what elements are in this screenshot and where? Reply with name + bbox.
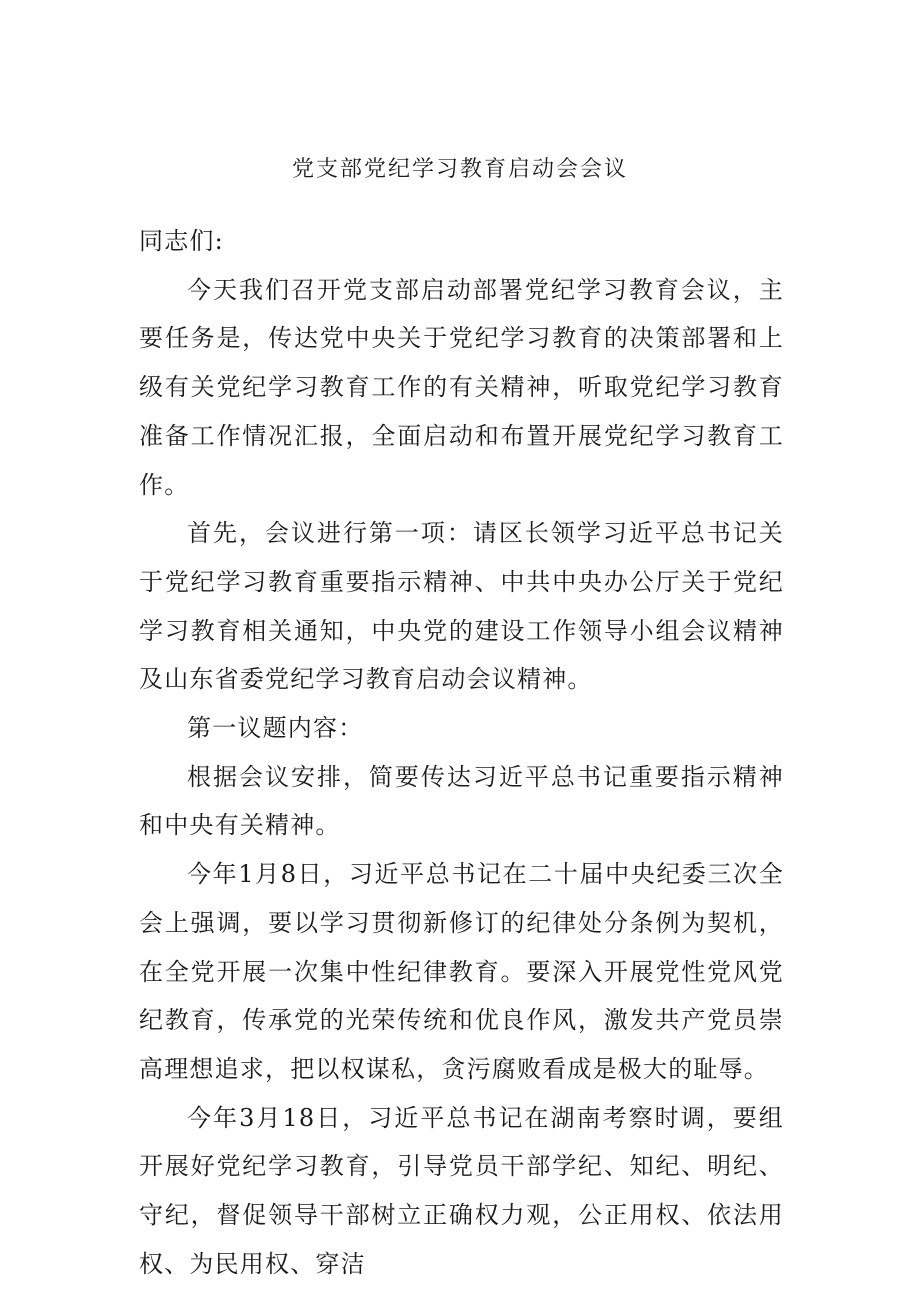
document-title: 党支部党纪学习教育启动会会议 — [291, 157, 628, 182]
paragraph: 今天我们召开党支部启动部署党纪学习教育会议，主要任务是，传达党中央关于党纪学习教育的决策部署和上级有关党纪学习教育工作的有关精神，听取党纪学习教育准备工作情况汇报，全面启动和布置开展党纪学习教育工作。 — [139, 275, 784, 499]
salutation: 同志们: — [139, 227, 224, 255]
paragraph: 根据会议安排，简要传达习近平总书记重要指示精神和中央有关精神。 — [139, 762, 784, 840]
paragraph: 今年3月18日，习近平总书记在湖南考察时调，要组开展好党纪学习教育，引导党员干部学纪、知纪、明纪、守纪，督促领导干部树立正确权力观，公正用权、依法用权、为民用权、穿洁 — [139, 1103, 784, 1278]
paragraph: 第一议题内容： — [187, 714, 364, 743]
document-body — [139, 217, 784, 1288]
paragraph: 今年1月8日，习近平总书记在二十届中央纪委三次全会上强调，要以学习贯彻新修订的纪律处分条例为契机，在全党开展一次集中性纪律教育。要深入开展党性党风党纪教育，传承党的光荣传统和优良作风，激发共产党员崇高理想追求，把以权谋私，贪污腐败看成是极大的耻辱。 — [139, 860, 784, 1083]
paragraph: 首先，会议进行第一项：请区长领学习近平总书记关于党纪学习教育重要指示精神、中共中央办公厅关于党纪学习教育相关通知，中央党的建设工作领导小组会议精神及山东省委党纪学习教育启动会议精神。 — [139, 519, 784, 694]
